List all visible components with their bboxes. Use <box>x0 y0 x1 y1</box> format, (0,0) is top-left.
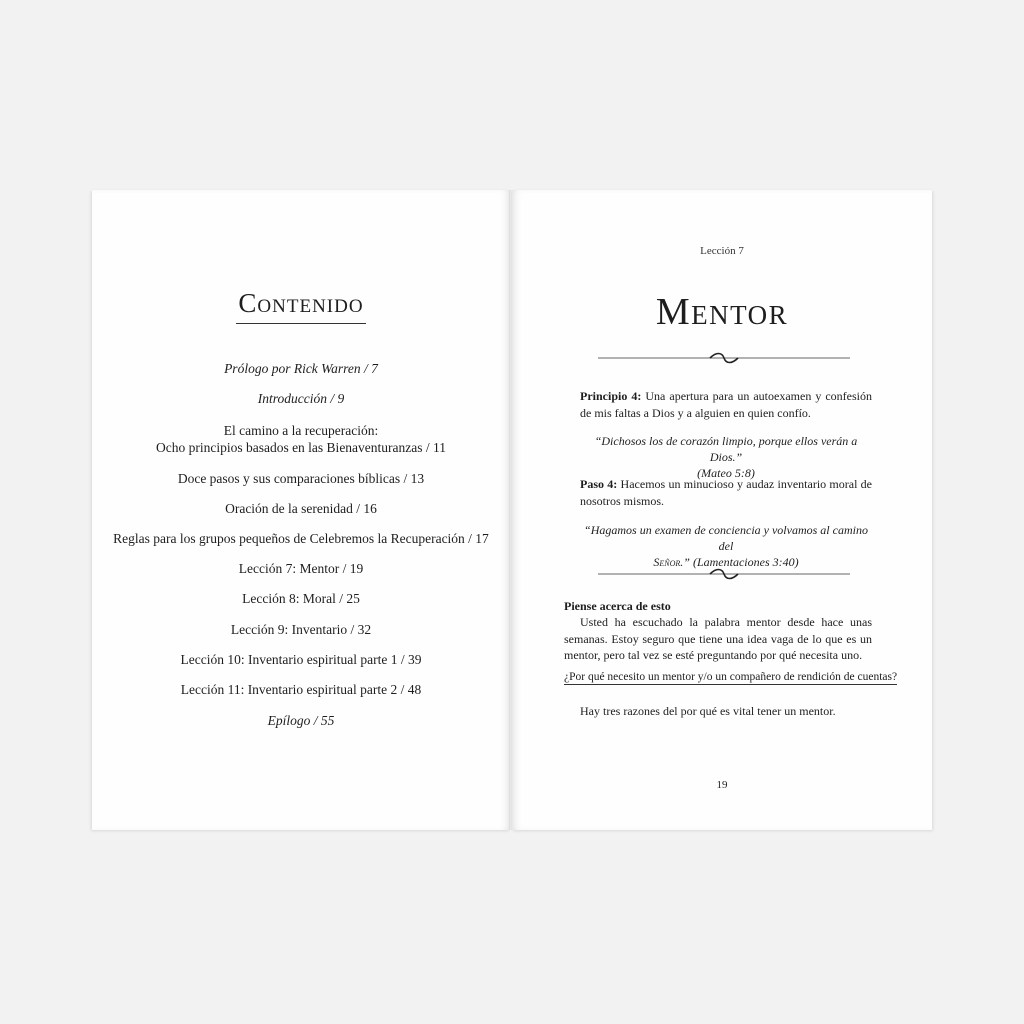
toc-title-text: Contenido <box>236 288 365 324</box>
chapter-title: Mentor <box>655 291 789 333</box>
running-head: Lección 7 <box>700 245 744 257</box>
step-paragraph <box>580 476 872 509</box>
toc-item-epilogue: Epílogo / 55 <box>267 713 335 728</box>
step-label: Paso 4: <box>580 477 618 491</box>
right-page <box>512 190 932 830</box>
toc-item-lesson-10: Lección 10: Inventario espiritual parte 1 / 39 <box>180 652 422 667</box>
toc-item-road-to-recovery: El camino a la recuperación: Ocho principios basados en las Bienaventuranzas / 11 <box>155 423 447 455</box>
ornament-divider-top <box>598 352 850 364</box>
principle-paragraph <box>580 388 872 421</box>
toc-item-lesson-11: Lección 11: Inventario espiritual parte 2 / 48 <box>180 682 422 697</box>
scripture-quote-2: “Hagamos un examen de conciencia y volvamos al camino del Señor.” (Lamentaciones 3:40) <box>584 523 868 569</box>
step-text: Hacemos un minucioso y audaz inventario moral de nosotros mismos. <box>580 477 873 508</box>
toc-item-twelve-steps: Doce pasos y sus comparaciones bíblicas / 13 <box>177 471 425 486</box>
ornament-divider-bottom <box>598 568 850 580</box>
closing-paragraph: Hay tres razones del por qué es vital tener un mentor. <box>580 704 836 718</box>
left-page <box>92 190 510 830</box>
section-heading: Piense acerca de esto <box>564 599 671 613</box>
toc-item-small-group-rules: Reglas para los grupos pequeños de Celebremos la Recuperación / 17 <box>113 531 489 546</box>
page-number: 19 <box>716 779 728 791</box>
toc-item-lesson-7: Lección 7: Mentor / 19 <box>238 561 364 576</box>
underlined-question: ¿Por qué necesito un mentor y/o un compañero de rendición de cuentas? <box>564 671 898 683</box>
principle-text: Una apertura para un autoexamen y confesión de mis faltas a Dios y a alguien en quien confío. <box>580 389 872 420</box>
scripture-quote-1: “Dichosos los de corazón limpio, porque ellos verán a Dios.” (Mateo 5:8) <box>594 434 858 480</box>
toc-item-serenity-prayer: Oración de la serenidad / 16 <box>225 501 377 516</box>
toc-item-lesson-8: Lección 8: Moral / 25 <box>242 591 360 606</box>
toc-title <box>92 288 510 324</box>
principle-label: Principio 4: <box>580 389 642 403</box>
toc-item-introduction: Introducción / 9 <box>257 391 345 406</box>
section-body: Usted ha escuchado la palabra mentor desde hace unas semanas. Estoy seguro que tiene una idea vaga de lo que es un mentor, pero tal vez se esté preguntando por qué necesita uno. <box>564 615 872 662</box>
toc-item-prologue: Prólogo por Rick Warren / 7 <box>224 361 378 376</box>
toc-item-lesson-9: Lección 9: Inventario / 32 <box>230 622 372 637</box>
